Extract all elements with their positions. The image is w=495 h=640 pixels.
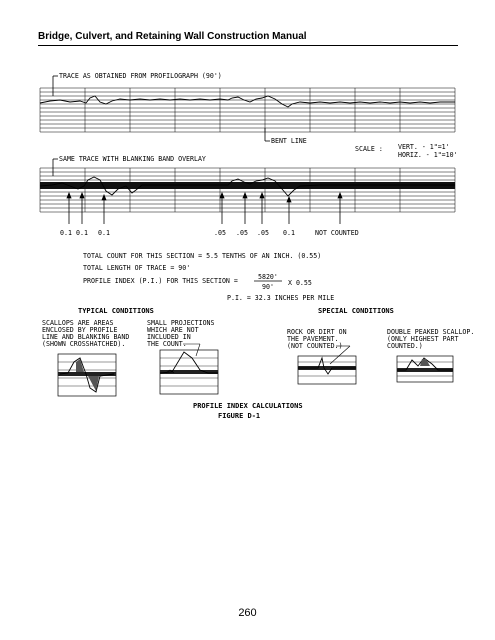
scale-horizontal: HORIZ. - 1"=10': [398, 151, 458, 159]
condition-scallops: [42, 319, 129, 396]
condition-text-line: (ONLY HIGHEST PART: [387, 335, 459, 343]
condition-small-projections: [147, 319, 218, 394]
projection-example-diagram: [160, 350, 218, 394]
condition-text-line: THE PAVEMENT.: [287, 335, 339, 343]
scallop-value: 0.1: [283, 229, 295, 237]
scallop-value: .05: [214, 229, 226, 237]
condition-double-peaked: [387, 328, 474, 382]
pi-multiplier: X 0.55: [288, 279, 312, 287]
scale-label: SCALE :: [355, 145, 383, 153]
condition-text-line: ENCLOSED BY PROFILE: [42, 326, 118, 334]
page-number: 260: [238, 607, 257, 619]
special-conditions-heading: SPECIAL CONDITIONS: [318, 307, 394, 315]
condition-text-line: ROCK OR DIRT ON: [287, 328, 347, 336]
page-header: Bridge, Culvert, and Retaining Wall Construction Manual: [38, 31, 307, 42]
bent-line-callout: [265, 128, 307, 145]
pi-formula-prefix: PROFILE INDEX (P.I.) FOR THIS SECTION =: [83, 277, 238, 285]
condition-text-line: (NOT COUNTED.): [287, 342, 343, 350]
trace1-label: TRACE AS OBTAINED FROM PROFILOGRAPH (90'): [59, 72, 222, 80]
scallop-value: 0.1: [76, 229, 88, 237]
trace1-profile-line: [40, 96, 455, 107]
total-length: TOTAL LENGTH OF TRACE = 90': [83, 264, 191, 272]
pi-denominator: 90': [262, 283, 274, 291]
bent-line-label: BENT LINE: [271, 137, 307, 145]
scallop-value: .05: [236, 229, 248, 237]
scallop-value: 0.1: [98, 229, 110, 237]
condition-text-line: SMALL PROJECTIONS: [147, 319, 215, 327]
condition-text-line: DOUBLE PEAKED SCALLOP.: [387, 328, 475, 336]
caption-figure-number: FIGURE D-1: [218, 412, 261, 420]
scale-vertical: VERT. - 1"=1': [398, 143, 450, 151]
not-counted-label: NOT COUNTED: [315, 229, 359, 237]
scallop-value: 0.1: [60, 229, 72, 237]
caption-title: PROFILE INDEX CALCULATIONS: [193, 402, 303, 410]
condition-text-line: WHICH ARE NOT: [147, 326, 199, 334]
double-peak-example-diagram: [397, 356, 453, 382]
condition-text-line: THE COUNT.: [147, 340, 187, 348]
scallop-example-diagram: [58, 354, 116, 396]
trace1-label-group: [53, 72, 222, 96]
condition-text-line: (SHOWN CROSSHATCHED).: [42, 340, 126, 348]
pi-numerator: 5820': [258, 273, 278, 281]
trace2-chart-grid: [40, 168, 455, 212]
typical-conditions-heading: TYPICAL CONDITIONS: [78, 307, 154, 315]
total-count: TOTAL COUNT FOR THIS SECTION = 5.5 TENTHS OF AN INCH. (0.55): [83, 252, 322, 260]
trace2-label: SAME TRACE WITH BLANKING BAND OVERLAY: [59, 155, 206, 163]
condition-text-line: INCLUDED IN: [147, 333, 191, 341]
condition-text-line: COUNTED.): [387, 342, 423, 350]
condition-text-line: LINE AND BLANKING BAND: [42, 333, 130, 341]
condition-text-line: SCALLOPS ARE AREAS: [42, 319, 114, 327]
scallop-value-labels: [60, 229, 359, 237]
rock-dirt-example-diagram: [298, 356, 356, 384]
scallop-value: .05: [257, 229, 269, 237]
condition-rock-dirt: [287, 328, 356, 384]
pi-result: P.I. = 32.3 INCHES PER MILE: [227, 294, 335, 302]
trace2-label-group: [53, 155, 206, 176]
scallop-arrows: [67, 193, 342, 224]
trace1-chart-grid: [40, 88, 455, 132]
